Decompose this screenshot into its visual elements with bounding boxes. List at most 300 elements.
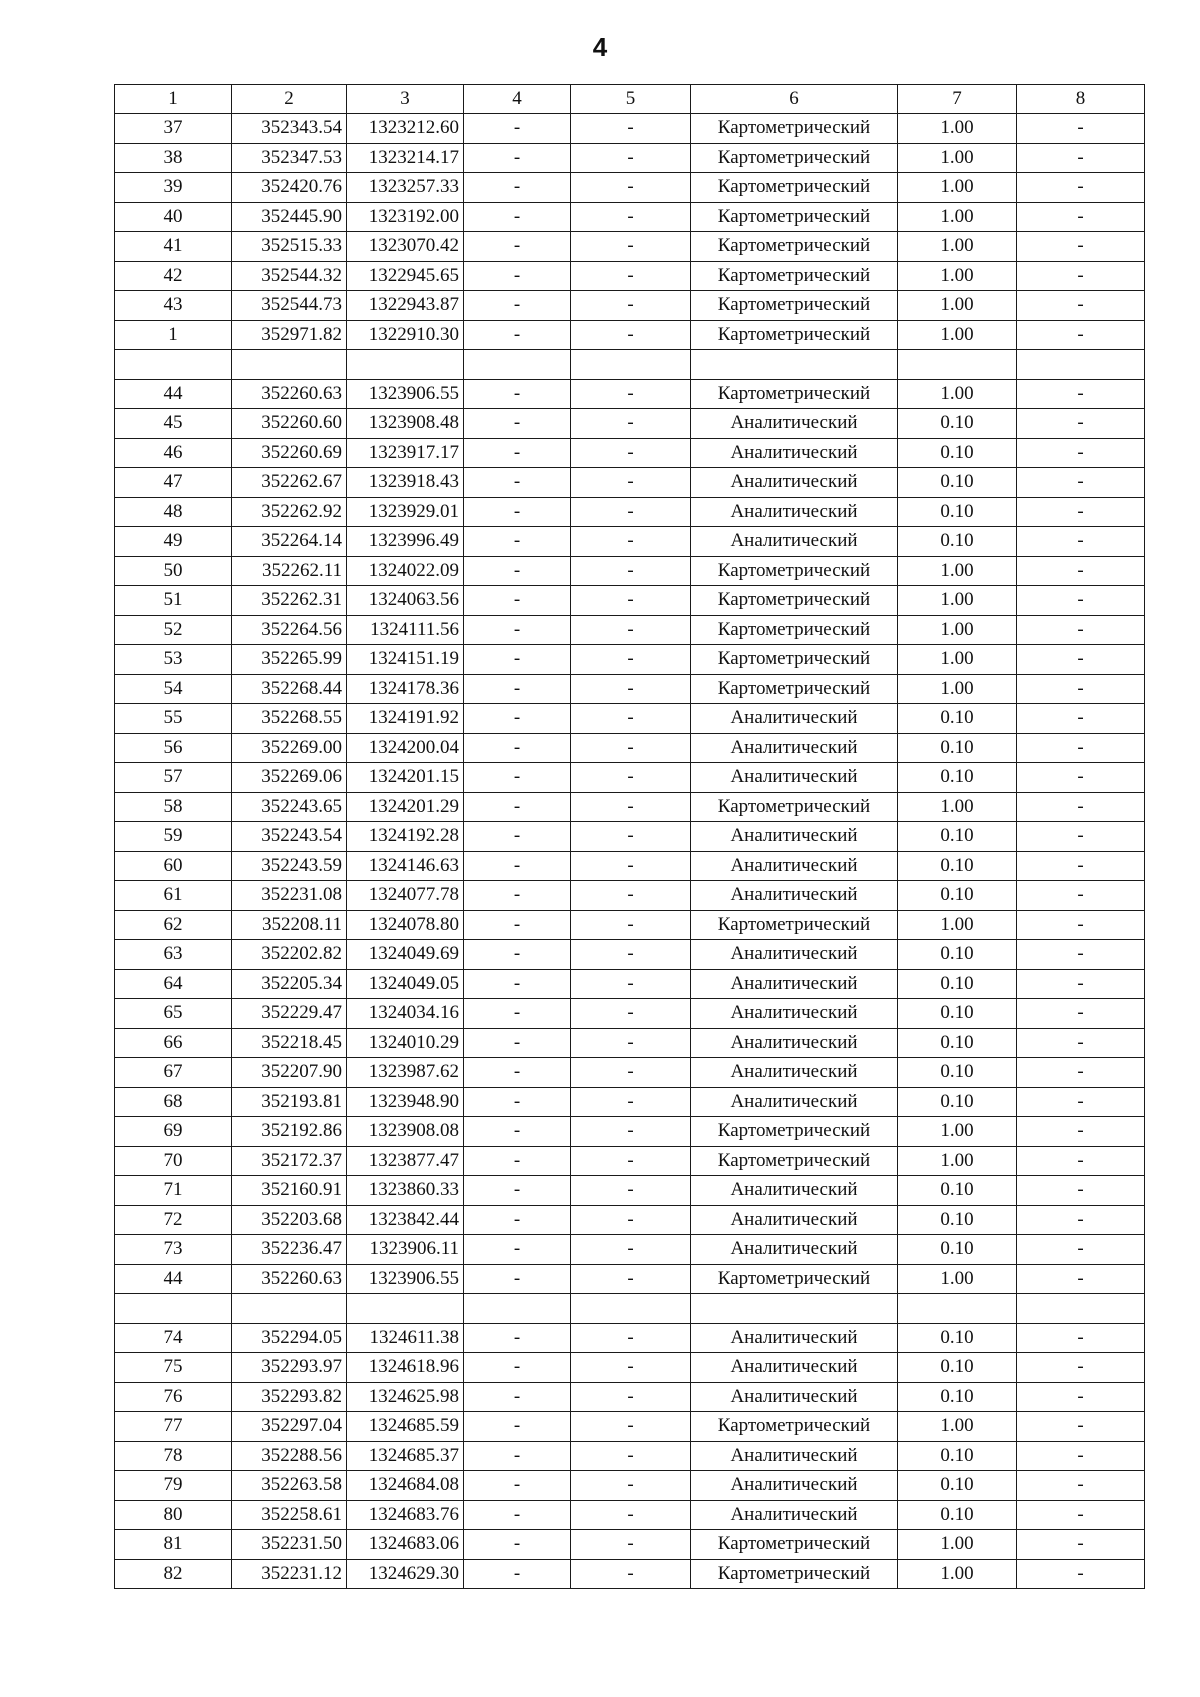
cell-accuracy: 1.00 (898, 1117, 1017, 1147)
cell-col-4: - (464, 704, 571, 734)
cell-col-8: - (1017, 1353, 1145, 1383)
cell-x-coordinate: 352268.44 (232, 674, 347, 704)
cell-x-coordinate: 352293.97 (232, 1353, 347, 1383)
cell-col-4: - (464, 497, 571, 527)
cell-accuracy: 0.10 (898, 1500, 1017, 1530)
cell-col-8: - (1017, 1382, 1145, 1412)
cell-col-4: - (464, 1530, 571, 1560)
cell-method: Аналитический (691, 822, 898, 852)
cell-col-5: - (571, 1028, 691, 1058)
cell-col-8: - (1017, 1117, 1145, 1147)
cell-col-8: - (1017, 114, 1145, 144)
cell-col-8: - (1017, 1205, 1145, 1235)
cell-col-4: - (464, 202, 571, 232)
cell-point-number: 62 (115, 910, 232, 940)
cell-y-coordinate: 1324685.59 (347, 1412, 464, 1442)
cell-x-coordinate: 352293.82 (232, 1382, 347, 1412)
cell-x-coordinate: 352265.99 (232, 645, 347, 675)
cell-point-number: 73 (115, 1235, 232, 1265)
cell-x-coordinate: 352515.33 (232, 232, 347, 262)
cell-method: Картометрический (691, 910, 898, 940)
cell-point-number: 50 (115, 556, 232, 586)
cell-col-4: - (464, 851, 571, 881)
cell-accuracy: 1.00 (898, 645, 1017, 675)
cell-y-coordinate: 1324685.37 (347, 1441, 464, 1471)
cell-x-coordinate: 352262.67 (232, 468, 347, 498)
cell-point-number: 70 (115, 1146, 232, 1176)
cell-point-number: 80 (115, 1500, 232, 1530)
cell-y-coordinate: 1324151.19 (347, 645, 464, 675)
cell-col-4: - (464, 999, 571, 1029)
cell-y-coordinate: 1324201.15 (347, 763, 464, 793)
table-row (115, 822, 1145, 852)
cell-col-4: - (464, 733, 571, 763)
cell-accuracy: 1.00 (898, 202, 1017, 232)
cell-col-4: - (464, 1500, 571, 1530)
cell-col-5: - (571, 173, 691, 203)
table-row (115, 173, 1145, 203)
cell-method: Картометрический (691, 556, 898, 586)
cell-col-8: - (1017, 261, 1145, 291)
table-row (115, 1530, 1145, 1560)
cell-point-number: 58 (115, 792, 232, 822)
cell-col-5: - (571, 114, 691, 144)
cell-point-number: 47 (115, 468, 232, 498)
header-cell-col-4: 4 (464, 85, 571, 114)
cell-col-4: - (464, 1117, 571, 1147)
cell-method: Аналитический (691, 1471, 898, 1501)
cell-x-coordinate: 352260.60 (232, 409, 347, 439)
table-row (115, 1058, 1145, 1088)
cell-col-4: - (464, 1323, 571, 1353)
cell-col-4: - (464, 1471, 571, 1501)
cell-col-8: - (1017, 409, 1145, 439)
table-row (115, 261, 1145, 291)
cell-col-8: - (1017, 763, 1145, 793)
cell-y-coordinate (347, 350, 464, 380)
cell-y-coordinate: 1324201.29 (347, 792, 464, 822)
cell-y-coordinate: 1324625.98 (347, 1382, 464, 1412)
cell-accuracy: 0.10 (898, 497, 1017, 527)
cell-col-4: - (464, 910, 571, 940)
cell-point-number: 45 (115, 409, 232, 439)
cell-accuracy: 1.00 (898, 143, 1017, 173)
table-row (115, 438, 1145, 468)
cell-method: Аналитический (691, 1058, 898, 1088)
cell-col-5: - (571, 881, 691, 911)
cell-accuracy: 1.00 (898, 1146, 1017, 1176)
cell-accuracy: 1.00 (898, 1559, 1017, 1589)
cell-col-8: - (1017, 1176, 1145, 1206)
table-row (115, 1353, 1145, 1383)
cell-method: Картометрический (691, 261, 898, 291)
cell-col-4: - (464, 320, 571, 350)
cell-method: Картометрический (691, 615, 898, 645)
table-row (115, 763, 1145, 793)
cell-col-4: - (464, 645, 571, 675)
cell-x-coordinate: 352262.31 (232, 586, 347, 616)
cell-y-coordinate: 1324111.56 (347, 615, 464, 645)
cell-point-number: 44 (115, 379, 232, 409)
cell-y-coordinate: 1323917.17 (347, 438, 464, 468)
table-row (115, 1412, 1145, 1442)
cell-x-coordinate: 352202.82 (232, 940, 347, 970)
table-row (115, 497, 1145, 527)
cell-x-coordinate: 352243.54 (232, 822, 347, 852)
cell-y-coordinate: 1324684.08 (347, 1471, 464, 1501)
cell-accuracy: 0.10 (898, 1087, 1017, 1117)
cell-col-8: - (1017, 1264, 1145, 1294)
cell-col-5 (571, 1294, 691, 1324)
cell-col-4: - (464, 615, 571, 645)
cell-point-number: 56 (115, 733, 232, 763)
cell-x-coordinate: 352343.54 (232, 114, 347, 144)
cell-x-coordinate: 352268.55 (232, 704, 347, 734)
cell-method: Аналитический (691, 1382, 898, 1412)
cell-x-coordinate: 352218.45 (232, 1028, 347, 1058)
cell-col-5: - (571, 1382, 691, 1412)
cell-col-8: - (1017, 1323, 1145, 1353)
cell-col-8: - (1017, 822, 1145, 852)
cell-col-4: - (464, 438, 571, 468)
cell-col-8: - (1017, 674, 1145, 704)
cell-col-5: - (571, 1176, 691, 1206)
cell-y-coordinate: 1324034.16 (347, 999, 464, 1029)
cell-point-number: 60 (115, 851, 232, 881)
cell-point-number: 38 (115, 143, 232, 173)
cell-col-5: - (571, 733, 691, 763)
cell-col-8: - (1017, 910, 1145, 940)
cell-point-number: 78 (115, 1441, 232, 1471)
cell-method: Аналитический (691, 999, 898, 1029)
cell-col-5: - (571, 232, 691, 262)
cell-col-5: - (571, 1117, 691, 1147)
cell-x-coordinate: 352262.11 (232, 556, 347, 586)
cell-method: Аналитический (691, 409, 898, 439)
cell-col-4: - (464, 1382, 571, 1412)
cell-col-8: - (1017, 1530, 1145, 1560)
cell-col-5: - (571, 969, 691, 999)
cell-accuracy: 0.10 (898, 733, 1017, 763)
cell-y-coordinate: 1324611.38 (347, 1323, 464, 1353)
table-row (115, 940, 1145, 970)
cell-accuracy (898, 350, 1017, 380)
table-row (115, 1235, 1145, 1265)
table-row (115, 320, 1145, 350)
cell-point-number: 66 (115, 1028, 232, 1058)
cell-point-number (115, 1294, 232, 1324)
cell-col-4: - (464, 556, 571, 586)
cell-col-5: - (571, 910, 691, 940)
cell-accuracy: 0.10 (898, 851, 1017, 881)
cell-col-8: - (1017, 704, 1145, 734)
cell-accuracy: 0.10 (898, 1205, 1017, 1235)
cell-point-number: 53 (115, 645, 232, 675)
cell-col-5: - (571, 291, 691, 321)
cell-accuracy: 0.10 (898, 1058, 1017, 1088)
cell-col-4: - (464, 232, 571, 262)
cell-method: Картометрический (691, 1412, 898, 1442)
cell-method: Картометрический (691, 1530, 898, 1560)
cell-x-coordinate: 352172.37 (232, 1146, 347, 1176)
cell-y-coordinate: 1323929.01 (347, 497, 464, 527)
cell-col-5: - (571, 143, 691, 173)
cell-point-number: 59 (115, 822, 232, 852)
table-row (115, 1559, 1145, 1589)
cell-col-5: - (571, 1323, 691, 1353)
cell-method: Аналитический (691, 969, 898, 999)
cell-method: Аналитический (691, 1441, 898, 1471)
cell-col-8: - (1017, 1028, 1145, 1058)
cell-method: Картометрический (691, 291, 898, 321)
cell-method: Аналитический (691, 527, 898, 557)
cell-col-5: - (571, 497, 691, 527)
cell-col-8: - (1017, 468, 1145, 498)
cell-accuracy: 1.00 (898, 379, 1017, 409)
table-row (115, 586, 1145, 616)
cell-col-8: - (1017, 527, 1145, 557)
cell-accuracy: 0.10 (898, 881, 1017, 911)
cell-accuracy: 1.00 (898, 910, 1017, 940)
cell-x-coordinate: 352192.86 (232, 1117, 347, 1147)
cell-x-coordinate: 352264.14 (232, 527, 347, 557)
cell-y-coordinate: 1324146.63 (347, 851, 464, 881)
table-row (115, 999, 1145, 1029)
cell-y-coordinate: 1324683.06 (347, 1530, 464, 1560)
header-cell-y-coordinate: 3 (347, 85, 464, 114)
cell-accuracy: 1.00 (898, 615, 1017, 645)
cell-method: Аналитический (691, 763, 898, 793)
cell-y-coordinate: 1324077.78 (347, 881, 464, 911)
cell-accuracy: 1.00 (898, 1530, 1017, 1560)
cell-method: Картометрический (691, 586, 898, 616)
header-cell-method: 6 (691, 85, 898, 114)
cell-col-5: - (571, 409, 691, 439)
cell-col-8: - (1017, 379, 1145, 409)
table-row (115, 1087, 1145, 1117)
cell-col-4: - (464, 792, 571, 822)
cell-point-number: 69 (115, 1117, 232, 1147)
cell-accuracy: 0.10 (898, 1441, 1017, 1471)
cell-method (691, 1294, 898, 1324)
cell-point-number: 67 (115, 1058, 232, 1088)
cell-y-coordinate: 1324078.80 (347, 910, 464, 940)
cell-x-coordinate: 352544.32 (232, 261, 347, 291)
cell-col-4: - (464, 674, 571, 704)
cell-y-coordinate: 1323987.62 (347, 1058, 464, 1088)
header-cell-accuracy: 7 (898, 85, 1017, 114)
cell-col-4: - (464, 1028, 571, 1058)
cell-x-coordinate: 352229.47 (232, 999, 347, 1029)
cell-col-5 (571, 350, 691, 380)
cell-x-coordinate: 352269.06 (232, 763, 347, 793)
cell-point-number: 82 (115, 1559, 232, 1589)
cell-col-8: - (1017, 1146, 1145, 1176)
table-row (115, 114, 1145, 144)
cell-x-coordinate: 352420.76 (232, 173, 347, 203)
table-row (115, 1176, 1145, 1206)
cell-method: Аналитический (691, 733, 898, 763)
cell-accuracy: 0.10 (898, 704, 1017, 734)
cell-x-coordinate: 352231.08 (232, 881, 347, 911)
coordinates-table (114, 84, 1145, 1589)
cell-method: Картометрический (691, 645, 898, 675)
cell-accuracy: 0.10 (898, 409, 1017, 439)
cell-point-number: 71 (115, 1176, 232, 1206)
cell-col-8: - (1017, 173, 1145, 203)
cell-x-coordinate: 352269.00 (232, 733, 347, 763)
cell-col-5: - (571, 1559, 691, 1589)
table-row (115, 704, 1145, 734)
cell-method: Аналитический (691, 497, 898, 527)
table-row (115, 910, 1145, 940)
cell-point-number: 39 (115, 173, 232, 203)
cell-method: Картометрический (691, 379, 898, 409)
cell-point-number: 74 (115, 1323, 232, 1353)
cell-col-8: - (1017, 232, 1145, 262)
cell-method: Картометрический (691, 232, 898, 262)
cell-y-coordinate: 1323906.55 (347, 379, 464, 409)
cell-y-coordinate (347, 1294, 464, 1324)
cell-col-8: - (1017, 1500, 1145, 1530)
cell-x-coordinate: 352260.63 (232, 1264, 347, 1294)
cell-accuracy: 1.00 (898, 674, 1017, 704)
cell-method: Картометрический (691, 202, 898, 232)
table-header-row (115, 85, 1145, 114)
cell-method: Аналитический (691, 940, 898, 970)
cell-accuracy: 0.10 (898, 468, 1017, 498)
cell-col-5: - (571, 1058, 691, 1088)
cell-accuracy: 1.00 (898, 1412, 1017, 1442)
cell-col-8: - (1017, 1412, 1145, 1442)
table-row (115, 1441, 1145, 1471)
cell-point-number (115, 350, 232, 380)
table-row (115, 1471, 1145, 1501)
cell-x-coordinate: 352971.82 (232, 320, 347, 350)
cell-col-4: - (464, 940, 571, 970)
cell-col-4: - (464, 468, 571, 498)
cell-col-8: - (1017, 733, 1145, 763)
cell-col-5: - (571, 1500, 691, 1530)
cell-method: Аналитический (691, 1087, 898, 1117)
cell-y-coordinate: 1323257.33 (347, 173, 464, 203)
cell-point-number: 51 (115, 586, 232, 616)
cell-col-5: - (571, 468, 691, 498)
table-row (115, 379, 1145, 409)
cell-col-8: - (1017, 1441, 1145, 1471)
cell-x-coordinate: 352260.63 (232, 379, 347, 409)
cell-col-8 (1017, 1294, 1145, 1324)
cell-method: Картометрический (691, 792, 898, 822)
cell-point-number: 42 (115, 261, 232, 291)
cell-col-4: - (464, 1176, 571, 1206)
cell-point-number: 44 (115, 1264, 232, 1294)
table-row (115, 851, 1145, 881)
cell-col-8: - (1017, 1087, 1145, 1117)
cell-x-coordinate: 352208.11 (232, 910, 347, 940)
cell-method: Картометрический (691, 114, 898, 144)
cell-accuracy: 1.00 (898, 586, 1017, 616)
cell-x-coordinate: 352236.47 (232, 1235, 347, 1265)
cell-col-5: - (571, 1530, 691, 1560)
cell-accuracy: 1.00 (898, 1264, 1017, 1294)
cell-y-coordinate: 1324063.56 (347, 586, 464, 616)
cell-x-coordinate: 352205.34 (232, 969, 347, 999)
cell-accuracy: 0.10 (898, 1353, 1017, 1383)
cell-x-coordinate: 352243.59 (232, 851, 347, 881)
table-row (115, 969, 1145, 999)
header-cell-col-5: 5 (571, 85, 691, 114)
cell-col-5: - (571, 822, 691, 852)
cell-point-number: 76 (115, 1382, 232, 1412)
cell-col-4: - (464, 143, 571, 173)
table-row (115, 1205, 1145, 1235)
cell-col-5: - (571, 645, 691, 675)
cell-y-coordinate: 1323996.49 (347, 527, 464, 557)
cell-accuracy: 0.10 (898, 999, 1017, 1029)
cell-col-5: - (571, 320, 691, 350)
cell-accuracy: 0.10 (898, 940, 1017, 970)
cell-x-coordinate: 352263.58 (232, 1471, 347, 1501)
header-cell-col-8: 8 (1017, 85, 1145, 114)
cell-point-number: 81 (115, 1530, 232, 1560)
cell-method: Аналитический (691, 1205, 898, 1235)
cell-col-4: - (464, 409, 571, 439)
cell-method: Картометрический (691, 674, 898, 704)
cell-accuracy: 0.10 (898, 1235, 1017, 1265)
cell-col-4 (464, 1294, 571, 1324)
cell-x-coordinate: 352262.92 (232, 497, 347, 527)
cell-point-number: 63 (115, 940, 232, 970)
cell-col-4: - (464, 261, 571, 291)
table-row (115, 350, 1145, 380)
cell-method: Картометрический (691, 1264, 898, 1294)
cell-method: Картометрический (691, 173, 898, 203)
table-row (115, 556, 1145, 586)
cell-col-4: - (464, 1353, 571, 1383)
cell-point-number: 79 (115, 1471, 232, 1501)
cell-y-coordinate: 1323908.08 (347, 1117, 464, 1147)
cell-y-coordinate: 1324629.30 (347, 1559, 464, 1589)
cell-y-coordinate: 1323860.33 (347, 1176, 464, 1206)
cell-y-coordinate: 1323906.55 (347, 1264, 464, 1294)
cell-point-number: 37 (115, 114, 232, 144)
cell-point-number: 41 (115, 232, 232, 262)
cell-y-coordinate: 1323918.43 (347, 468, 464, 498)
cell-col-8: - (1017, 792, 1145, 822)
cell-col-8: - (1017, 881, 1145, 911)
cell-method: Картометрический (691, 320, 898, 350)
table-row (115, 527, 1145, 557)
cell-x-coordinate: 352243.65 (232, 792, 347, 822)
table-row (115, 143, 1145, 173)
cell-accuracy: 1.00 (898, 261, 1017, 291)
cell-method: Аналитический (691, 468, 898, 498)
cell-y-coordinate: 1323192.00 (347, 202, 464, 232)
cell-method: Аналитический (691, 1235, 898, 1265)
cell-col-4: - (464, 1235, 571, 1265)
cell-x-coordinate: 352445.90 (232, 202, 347, 232)
cell-col-5: - (571, 704, 691, 734)
cell-col-4: - (464, 1058, 571, 1088)
cell-accuracy: 1.00 (898, 114, 1017, 144)
page-number: 4 (592, 32, 608, 62)
cell-x-coordinate: 352160.91 (232, 1176, 347, 1206)
cell-col-4: - (464, 291, 571, 321)
cell-x-coordinate: 352193.81 (232, 1087, 347, 1117)
cell-method: Аналитический (691, 1353, 898, 1383)
cell-accuracy (898, 1294, 1017, 1324)
